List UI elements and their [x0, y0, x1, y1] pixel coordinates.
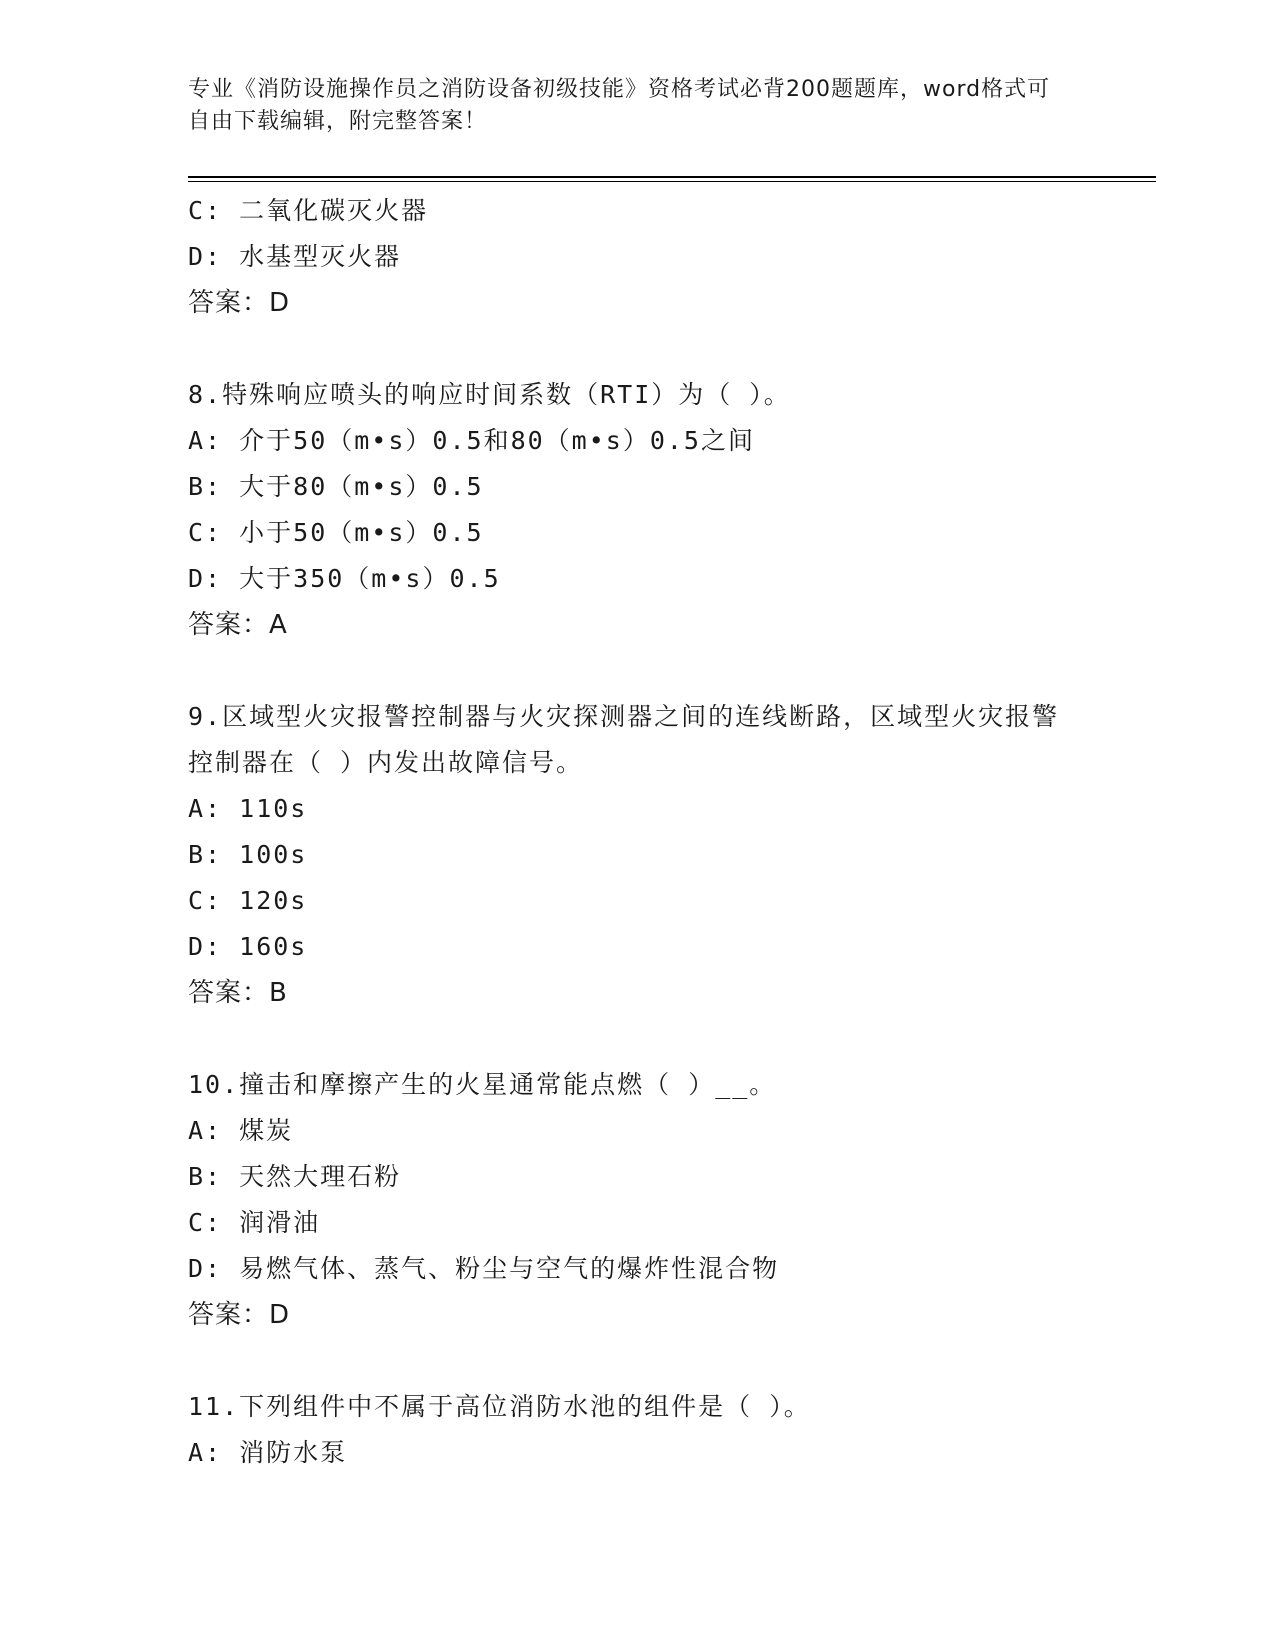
question-10 — [188, 1062, 1068, 1338]
option-c: C: 二氧化碳灭火器 — [188, 196, 429, 225]
answer-label: 答案：D — [188, 1300, 291, 1330]
option-d: D: 160s — [188, 932, 308, 961]
spacer — [188, 326, 1068, 372]
option-d: D: 水基型灭火器 — [188, 242, 402, 271]
option-b: B: 天然大理石粉 — [188, 1162, 402, 1191]
option-b: B: 100s — [188, 840, 308, 869]
header-rule-thin — [188, 181, 1156, 182]
question-11 — [188, 1384, 1068, 1476]
option-c: C: 润滑油 — [188, 1208, 321, 1237]
question-8 — [188, 372, 1068, 648]
question-partial — [188, 188, 1068, 326]
question-9 — [188, 694, 1068, 1016]
document-header: 专业《消防设施操作员之消防设备初级技能》资格考试必背200题题库，word格式可自由下载编辑，附完整答案！ — [188, 77, 1051, 134]
spacer — [188, 1338, 1068, 1384]
option-d: D: 大于350（m•s）0.5 — [188, 564, 501, 593]
option-a: A: 介于50（m•s）0.5和80（m•s）0.5之间 — [188, 426, 755, 455]
answer-label: 答案：B — [188, 978, 288, 1008]
question-stem: 10.撞击和摩擦产生的火星通常能点燃（ ）__。 — [188, 1070, 777, 1099]
option-c: C: 小于50（m•s）0.5 — [188, 518, 484, 547]
option-a: A: 110s — [188, 794, 308, 823]
option-b: B: 大于80（m•s）0.5 — [188, 472, 484, 501]
option-a: A: 消防水泵 — [188, 1438, 348, 1467]
answer-label: 答案：D — [188, 288, 291, 318]
question-list — [188, 188, 1068, 1476]
option-d: D: 易燃气体、蒸气、粉尘与空气的爆炸性混合物 — [188, 1254, 780, 1283]
option-c: C: 120s — [188, 886, 308, 915]
answer-label: 答案：A — [188, 610, 288, 640]
question-stem: 9.区域型火灾报警控制器与火灾探测器之间的连线断路，区域型火灾报警控制器在（ ）内发出故障信号。 — [188, 702, 1060, 777]
option-a: A: 煤炭 — [188, 1116, 294, 1145]
spacer — [188, 1016, 1068, 1062]
header-rule-thick — [188, 176, 1156, 178]
spacer — [188, 648, 1068, 694]
question-stem: 8.特殊响应喷头的响应时间系数（RTI）为（ ）。 — [188, 380, 791, 409]
question-stem: 11.下列组件中不属于高位消防水池的组件是（ ）。 — [188, 1392, 811, 1421]
